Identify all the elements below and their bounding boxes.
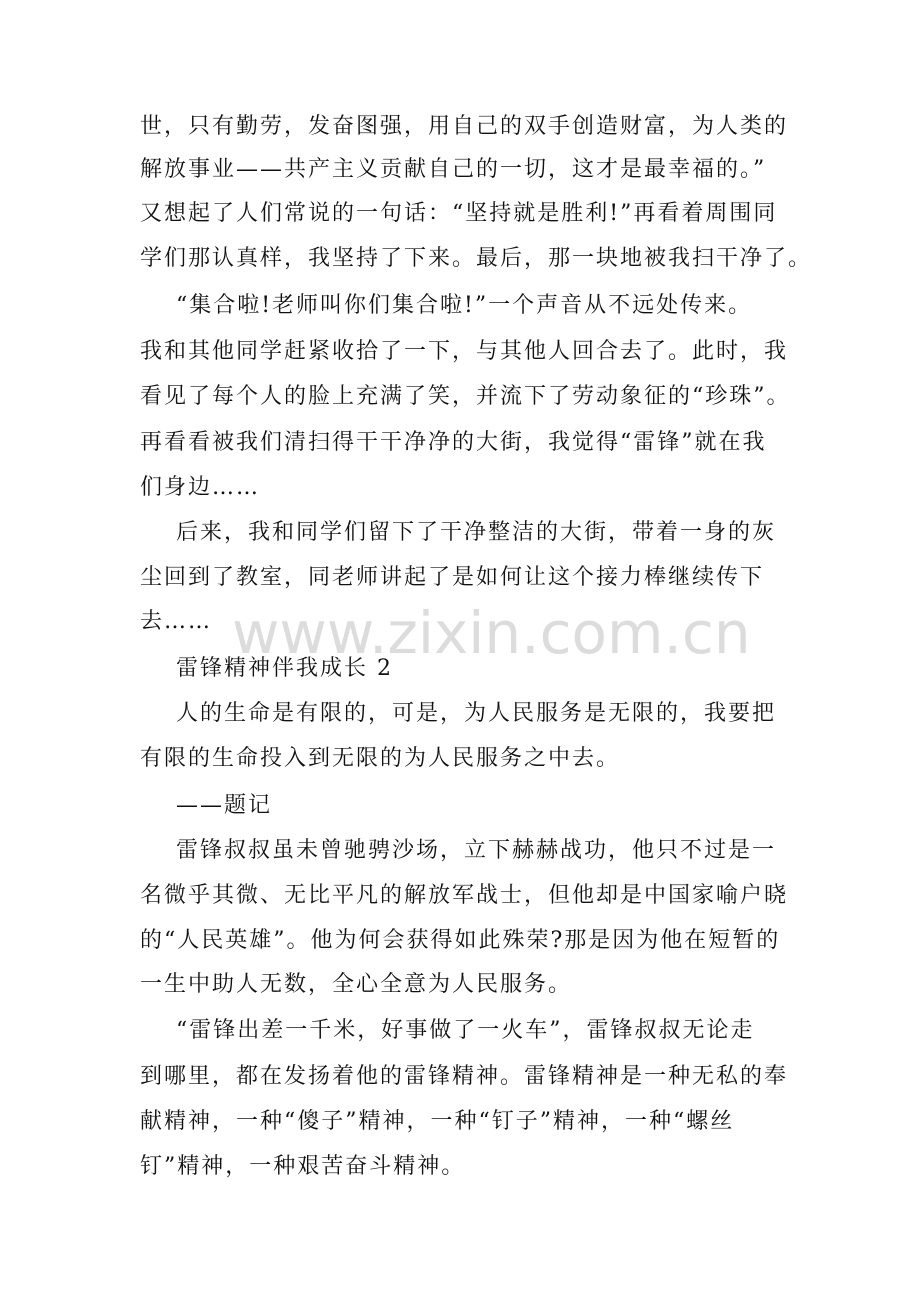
section-heading: 雷锋精神伴我成长 2 xyxy=(140,656,393,681)
text-line: 名微乎其微、无比平凡的解放军战士，但他却是中国家喻户晓 xyxy=(140,883,789,908)
text-line: 看见了每个人的脸上充满了笑，并流下了劳动象征的“珍珠”。 xyxy=(140,384,791,409)
text-line: 一生中助人无数，全心全意为人民服务。 xyxy=(140,972,573,997)
text-line: 解放事业——共产主义贡献自己的一切，这才是最幸福的。” xyxy=(140,157,767,182)
text-line: 去…… xyxy=(140,609,213,634)
text-line: “集合啦!老师叫你们集合啦!”一个声音从不远处传来。 xyxy=(140,293,753,318)
text-line: 雷锋叔叔虽未曾驰骋沙场，立下赫赫战功，他只不过是一 xyxy=(140,838,776,863)
text-line: 再看看被我们清扫得干干净净的大街，我觉得“雷锋”就在我 xyxy=(140,430,767,455)
text-line: 我和其他同学赶紧收拾了一下，与其他人回合去了。此时，我 xyxy=(140,339,789,364)
text-line: 有限的生命投入到无限的为人民服务之中去。 xyxy=(140,746,621,771)
text-line: 钉”精神，一种艰苦奋斗精神。 xyxy=(140,1154,466,1179)
text-line: 学们那认真样，我坚持了下来。最后，那一块地被我扫干净了。 xyxy=(140,246,813,271)
text-line: 到哪里，都在发扬着他的雷锋精神。雷锋精神是一种无私的奉 xyxy=(140,1064,789,1089)
text-line: 又想起了人们常说的一句话：“坚持就是胜利!”再看着周围同 xyxy=(140,201,778,226)
text-line: 尘回到了教室，同老师讲起了是如何让这个接力棒继续传下 xyxy=(140,565,765,590)
watermark-text: www.zixin.com.cn xyxy=(232,599,751,667)
text-line: 献精神，一种“傻子”精神，一种“钉子”精神，一种“螺丝 xyxy=(140,1109,735,1134)
text-line: 人的生命是有限的，可是，为人民服务是无限的，我要把 xyxy=(140,701,776,726)
text-line: 世，只有勤劳，发奋图强，用自己的双手创造财富，为人类的 xyxy=(140,114,789,139)
text-line: 的“人民英雄”。他为何会获得如此殊荣?那是因为他在短暂的 xyxy=(140,928,781,953)
text-line: 后来，我和同学们留下了干净整洁的大街，带着一身的灰 xyxy=(140,520,776,545)
text-line: 们身边…… xyxy=(140,475,261,500)
text-line: “雷锋出差一千米，好事做了一火车”，雷锋叔叔无论走 xyxy=(140,1018,755,1043)
epigraph-attribution: ——题记 xyxy=(140,793,272,818)
